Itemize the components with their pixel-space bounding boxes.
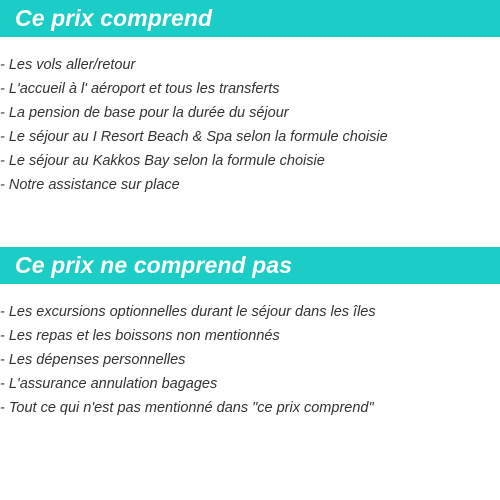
list-item: - Notre assistance sur place <box>0 177 180 193</box>
list-item: - La pension de base pour la durée du séjour <box>0 105 289 121</box>
list-item: - L'accueil à l' aéroport et tous les transferts <box>0 81 280 97</box>
included-section-title: Ce prix comprend <box>15 5 213 31</box>
excluded-section-title: Ce prix ne comprend pas <box>15 252 293 278</box>
list-item: - Tout ce qui n'est pas mentionné dans "ce prix comprend" <box>0 400 374 416</box>
excluded-list <box>0 300 376 420</box>
included-list <box>0 53 388 197</box>
excluded-section-header <box>0 247 500 284</box>
included-section-header <box>0 0 500 37</box>
list-item: - Les dépenses personnelles <box>0 352 186 368</box>
list-item: - Les repas et les boissons non mentionnés <box>0 328 280 344</box>
list-item: - Les excursions optionnelles durant le séjour dans les îles <box>0 304 376 320</box>
list-item: - Le séjour au Kakkos Bay selon la formule choisie <box>0 153 325 169</box>
list-item: - L'assurance annulation bagages <box>0 376 218 392</box>
list-item: - Le séjour au I Resort Beach & Spa selon la formule choisie <box>0 129 388 145</box>
list-item: - Les vols aller/retour <box>0 57 136 73</box>
